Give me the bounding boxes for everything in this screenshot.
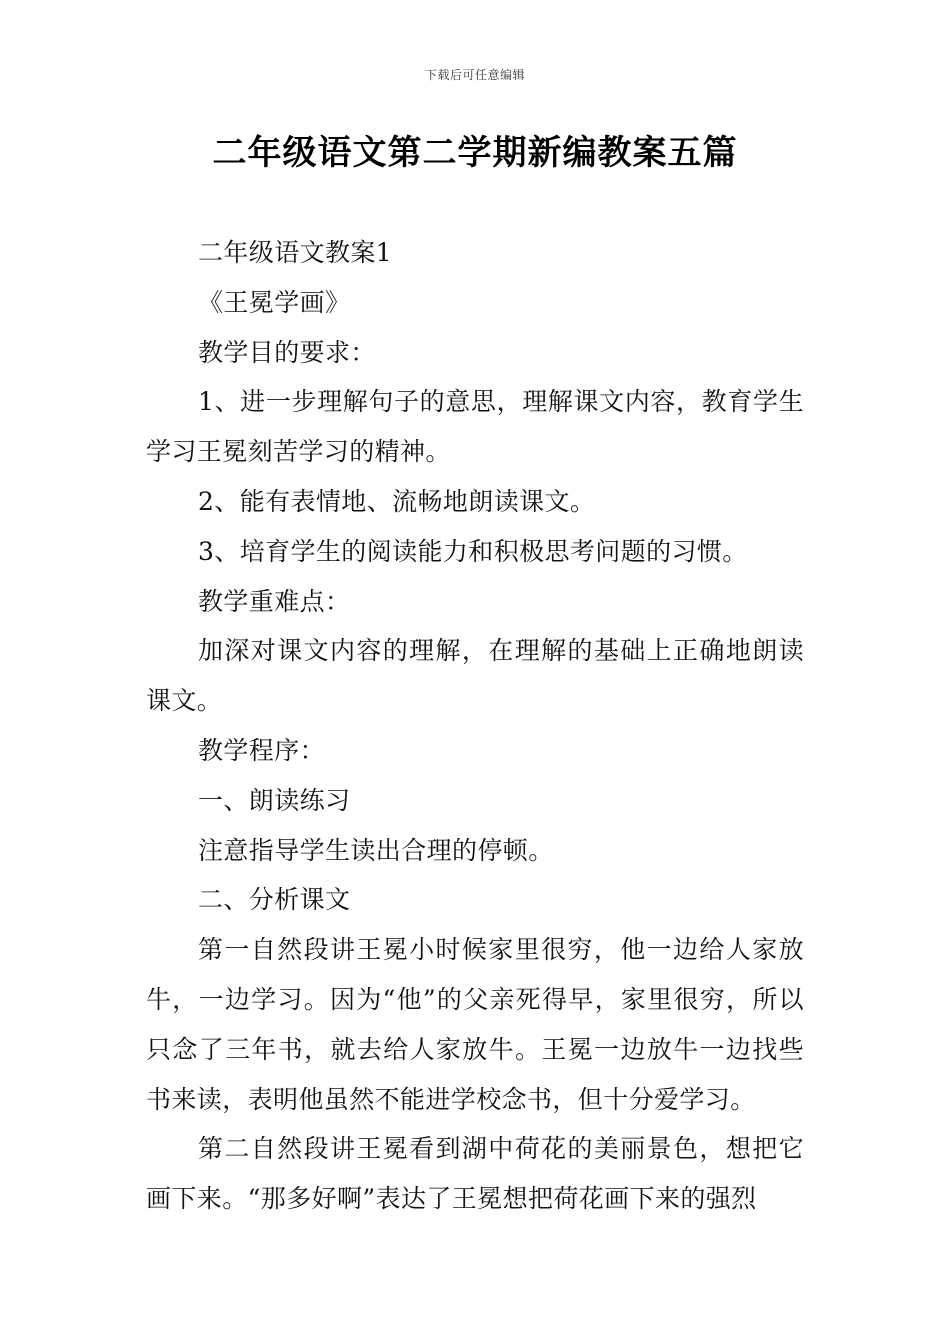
document-title: 二年级语文第二学期新编教案五篇 (212, 133, 738, 173)
subsection-heading: 二、分析课文 (198, 885, 351, 915)
subsection-heading: 教学程序： (198, 735, 326, 765)
page-header-note: 下载后可任意编辑 (424, 68, 525, 82)
subsection-heading: 教学重难点： (198, 586, 351, 616)
body-paragraph: 2、能有表情地、流畅地朗读课文。 (198, 486, 596, 516)
body-paragraph: 第一自然段讲王冕小时候家里很穷，他一边给人家放牛，一边学习。因为“他”的父亲死得早，家里很穷，所以只念了三年书，就去给人家放牛。王冕一边放牛一边找些书来读，表明他虽然不能进学校念书，但十分爱学习。 (146, 935, 804, 1114)
subsection-heading: 教学目的要求： (198, 337, 376, 367)
subsection-heading: 一、朗读练习 (198, 785, 351, 815)
body-paragraph: 第二自然段讲王冕看到湖中荷花的美丽景色，想把它画下来。“那多好啊”表达了王冕想把荷花画下来的强烈 (146, 1134, 804, 1214)
lesson-title: 《王冕学画》 (198, 287, 351, 317)
body-paragraph: 1、进一步理解句子的意思，理解课文内容，教育学生学习王冕刻苦学习的精神。 (146, 387, 804, 467)
body-paragraph: 3、培育学生的阅读能力和积极思考问题的习惯。 (198, 536, 748, 566)
section-heading: 二年级语文教案1 (198, 238, 393, 267)
document-body (146, 228, 804, 1224)
body-paragraph: 加深对课文内容的理解，在理解的基础上正确地朗读课文。 (146, 636, 804, 716)
body-paragraph: 注意指导学生读出合理的停顿。 (198, 835, 554, 865)
